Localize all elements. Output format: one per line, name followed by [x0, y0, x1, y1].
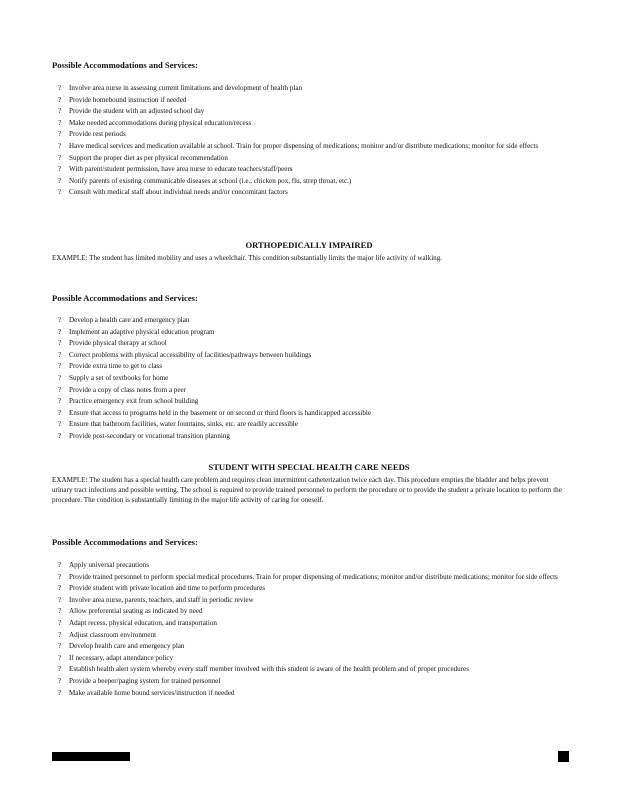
bullet-glyph: ? — [58, 607, 62, 616]
list-item-text: Provide rest periods — [69, 130, 126, 139]
list-item-text: Provide student with private location and time to perform procedures — [69, 584, 266, 593]
accommodations-list — [58, 560, 558, 699]
section-title: STUDENT WITH SPECIAL HEALTH CARE NEEDS — [208, 462, 410, 472]
list-item — [58, 630, 558, 642]
section-heading: Possible Accommodations and Services: — [52, 293, 198, 303]
list-item-text: Involve area nurse in assessing current limitations and development of health plan — [69, 84, 303, 92]
footer-bar — [52, 752, 130, 761]
section-heading: Possible Accommodations and Services: — [52, 60, 198, 70]
list-item — [58, 350, 558, 362]
list-item — [58, 572, 558, 584]
example-paragraph: EXAMPLE: The student has limited mobility and uses a wheelchair. This condition substantially limits the major life activity of walking. — [52, 254, 443, 262]
bullet-glyph: ? — [58, 316, 62, 324]
list-item-text: Adjust classroom environment — [69, 630, 157, 639]
list-item-text: Provide a beeper/paging system for trained personnel — [69, 676, 221, 685]
list-item-text: Develop a health care and emergency plan — [69, 316, 190, 324]
list-item — [58, 95, 558, 107]
bullet-glyph: ? — [58, 339, 62, 348]
list-item — [58, 141, 558, 153]
bullet-glyph: ? — [58, 188, 62, 197]
bullet-glyph: ? — [58, 165, 62, 174]
list-item-text: Notify parents of existing communicable diseases at school (i.e., chicken pox, flu, strep throat, etc.) — [69, 176, 352, 185]
list-item — [58, 106, 558, 118]
list-item-text: Have medical services and medication available at school. Train for proper dispensing of medications; monitor and/or distribute medications; monitor for side effects — [69, 141, 539, 150]
list-item-text: Provide trained personnel to perform special medical procedures. Train for proper dispensing of medications; monitor and/or distribute medications; monitor for side effects — [69, 572, 558, 581]
bullet-glyph: ? — [58, 397, 62, 406]
list-item-text: Develop health care and emergency plan — [69, 642, 185, 651]
footer-marker — [558, 751, 569, 762]
list-item-text: Consult with medical staff about individual needs and/or concomitant factors — [69, 188, 288, 197]
list-item — [58, 361, 558, 373]
list-item — [58, 396, 558, 408]
list-item-text: Supply a set of textbooks for home — [69, 373, 169, 382]
list-item-text: Practice emergency exit from school building — [69, 397, 199, 406]
bullet-glyph: ? — [58, 665, 62, 674]
list-item-text: Ensure that bathroom facilities, water fountains, sinks, etc. are readily accessible — [69, 420, 298, 429]
list-item — [58, 176, 558, 188]
bullet-glyph: ? — [58, 431, 62, 440]
list-item — [58, 153, 558, 165]
list-item — [58, 338, 558, 350]
bullet-glyph: ? — [58, 653, 62, 662]
list-item — [58, 373, 558, 385]
list-item — [58, 653, 558, 665]
bullet-glyph: ? — [58, 408, 62, 417]
list-item-text: Provide physical therapy at school — [69, 339, 167, 348]
bullet-glyph: ? — [58, 618, 62, 627]
list-item-text: Correct problems with physical accessibility of facilities/pathways between buildings — [69, 350, 312, 359]
list-item-text: Involve area nurse, parents, teachers, and staff in periodic review — [69, 595, 254, 604]
list-item — [58, 408, 558, 420]
list-item — [58, 676, 558, 688]
bullet-glyph: ? — [58, 362, 62, 371]
bullet-glyph: ? — [58, 630, 62, 639]
bullet-glyph: ? — [58, 676, 62, 685]
list-item-text: Ensure that access to programs held in the basement or on second or third floors is handicapped accessible — [69, 408, 371, 417]
list-item — [58, 327, 558, 339]
bullet-glyph: ? — [58, 561, 62, 569]
list-item — [58, 595, 558, 607]
section-title: ORTHOPEDICALLY IMPAIRED — [245, 240, 373, 250]
list-item — [58, 129, 558, 141]
list-item — [58, 560, 558, 572]
list-item-text: With parent/student permission, have area nurse to educate teachers/staff/peers — [69, 165, 293, 174]
bullet-glyph: ? — [58, 107, 62, 116]
list-item — [58, 419, 558, 431]
bullet-glyph: ? — [58, 84, 62, 92]
list-item — [58, 385, 558, 397]
list-item-text: Establish health alert system whereby every staff member involved with this student is aware of the health problem and of proper procedures — [69, 665, 469, 674]
bullet-glyph: ? — [58, 385, 62, 394]
list-item — [58, 118, 558, 130]
list-item — [58, 187, 558, 199]
list-item — [58, 664, 558, 676]
list-item — [58, 583, 558, 595]
list-item — [58, 688, 558, 700]
list-item-text: Implement an adaptive physical education program — [69, 327, 215, 336]
accommodations-list — [58, 315, 558, 443]
list-item-text: Make available home bound services/instruction if needed — [69, 688, 235, 697]
bullet-glyph: ? — [58, 118, 62, 127]
bullet-glyph: ? — [58, 153, 62, 162]
list-item-text: Provide homebound instruction if needed — [69, 95, 187, 104]
bullet-glyph: ? — [58, 141, 62, 150]
bullet-glyph: ? — [58, 584, 62, 593]
bullet-glyph: ? — [58, 350, 62, 359]
bullet-glyph: ? — [58, 373, 62, 382]
list-item — [58, 606, 558, 618]
list-item-text: Make needed accommodations during physical education/recess — [69, 118, 252, 127]
list-item-text: Adapt recess, physical education, and transportation — [69, 618, 217, 627]
list-item — [58, 315, 558, 327]
bullet-glyph: ? — [58, 130, 62, 139]
accommodations-list — [58, 83, 558, 199]
list-item — [58, 641, 558, 653]
bullet-glyph: ? — [58, 642, 62, 651]
bullet-glyph: ? — [58, 572, 62, 581]
list-item-text: Provide a copy of class notes from a peer — [69, 385, 187, 394]
list-item — [58, 618, 558, 630]
list-item-text: Provide post-secondary or vocational transition planning — [69, 431, 230, 440]
list-item-text: Provide the student with an adjusted school day — [69, 107, 205, 116]
list-item-text: Support the proper diet as per physical recommendation — [69, 153, 228, 162]
list-item — [58, 164, 558, 176]
section-heading: Possible Accommodations and Services: — [52, 537, 198, 547]
bullet-glyph: ? — [58, 176, 62, 185]
bullet-glyph: ? — [58, 688, 62, 697]
list-item-text: Apply universal precautions — [69, 561, 149, 569]
example-paragraph: EXAMPLE: The student has a special health care problem and requires clean intermittent catheterization twice each day. This procedure empties the bladder and helps prevent urinary tract infections and possible wetting. The school is required to provide trained personnel to perform the procedure or to provide the student a private location to perform the procedure. The condition is substantially limiting in the major life activity of caring for oneself. — [52, 476, 562, 505]
list-item-text: If necessary, adapt attendance policy — [69, 653, 174, 662]
bullet-glyph: ? — [58, 420, 62, 429]
bullet-glyph: ? — [58, 595, 62, 604]
list-item — [58, 83, 558, 95]
list-item — [58, 431, 558, 443]
bullet-glyph: ? — [58, 95, 62, 104]
list-item-text: Allow preferential seating as indicated by need — [69, 607, 203, 616]
bullet-glyph: ? — [58, 327, 62, 336]
list-item-text: Provide extra time to get to class — [69, 362, 162, 371]
